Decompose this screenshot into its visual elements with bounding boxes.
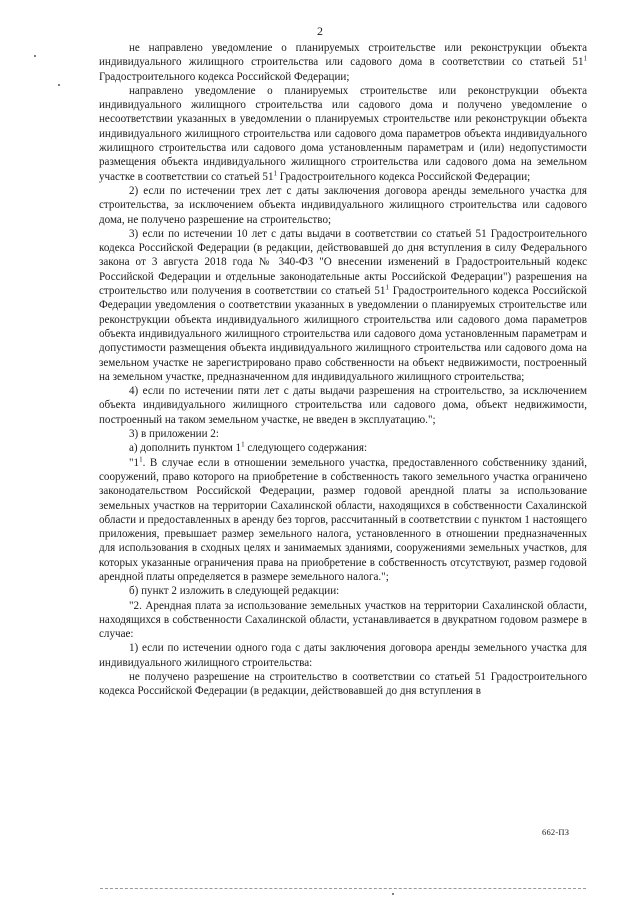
paragraph: 1) если по истечении одного года с даты заключения договора аренды земельного участка для индивидуального жилищного строительства:: [99, 642, 587, 669]
paragraph: 3) если по истечении 10 лет с даты выдачи в соответствии со статьей 51 Градостроительного кодекса Российской Федерации (в редакции, действовавшей до дня вступления в силу Федерального закона от 3 августа 2018 года № 340-ФЗ "О внесении изменений в Градостроительный кодекс Российской Федерации и отдельные законодательные акты Российской Федерации") разрешения на строительство или получения в соответствии со статьей $51^1$ Градостроительного кодекса Российской Федерации уведомления о соответствии указанных в уведомлении о планируемых строительстве или реконструкции объекта индивидуального жилищного строительства или садового дома параметров объекта индивидуального жилищного строительства или садового дома установленным параметрам и допустимости размещения объекта индивидуального жилищного строительства или садового дома на земельном участке не зарегистрировано право собственности на объект недвижимости, построенный на земельном участке, предназначенном для индивидуального жилищного строительства;: [99, 227, 587, 383]
paragraph: "$1^1$. В случае если в отношении земельного участка, предоставленного собственнику зданий, сооружений, право которого на приобретение в собственность такого земельного участка ограничено законодательством Российской Федерации, размер годовой арендной платы за использование земельных участков на территории Сахалинской области, находящихся в собственности Сахалинской области и предоставленных в аренду без торгов, рассчитанный в соответствии с пунктом 1 настоящего приложения, превышает размер земельного налога, установленного в отношении предназначенных для использования в сходных целях и занимаемых зданиями, сооружениями земельных участков, для которых указанные ограничения права на приобретение в собственность отсутствуют, размер годовой арендной платы определяется в размере земельного налога.";: [99, 454, 587, 583]
paragraph: 2) если по истечении трех лет с даты заключения договора аренды земельного участка для строительства, за исключением объекта индивидуального жилищного строительства или садового дома, не получено разрешение на строительство;: [99, 184, 587, 226]
paragraph: "2. Арендная плата за использование земельных участков на территории Сахалинской области, находящихся в собственности Сахалинской области, устанавливается в двукратном годовом размере в случае:: [99, 599, 587, 641]
paragraph: 4) если по истечении пяти лет с даты выдачи разрешения на строительство, за исключением объекта индивидуального жилищного строительства или садового дома, объект недвижимости, построенный на таком земельном участке, не введен в эксплуатацию.";: [99, 385, 587, 426]
page-number: 2: [317, 24, 323, 38]
scan-speck: [34, 55, 36, 57]
paragraph: а) дополнить пунктом $1^1$ следующего содержания:: [129, 440, 368, 455]
paragraph: не получено разрешение на строительство в соответствии со статьей 51 Градостроительного кодекса Российской Федерации (в редакции, действовавшей до дня вступления в: [99, 671, 587, 698]
document-code: 662-ПЗ: [542, 827, 570, 837]
document-body: [99, 41, 587, 699]
scan-speck: [58, 84, 60, 86]
scan-edge-line: [100, 888, 586, 889]
paragraph: не направлено уведомление о планируемых строительстве или реконструкции объекта индивидуального жилищного строительства или садового дома в соответствии со статьей $51^1$ Градостроительного кодекса Российской Федерации;: [99, 42, 587, 83]
scan-speck: [392, 893, 394, 895]
paragraph: 3) в приложении 2:: [129, 428, 219, 441]
paragraph: б) пункт 2 изложить в следующей редакции:: [129, 585, 340, 598]
paragraph: направлено уведомление о планируемых строительстве или реконструкции объекта индивидуального жилищного строительства или садового дома и получено уведомление о несоответствии указанных в уведомлении о планируемых строительстве или реконструкции объекта индивидуального жилищного строительства или садового дома параметров объекта индивидуального жилищного строительства или садового дома установленным параметрам и (или) недопустимости размещения объекта индивидуального жилищного строительства или садового дома на земельном участке в соответствии со статьей $51^1$ Градостроительного кодекса Российской Федерации;: [99, 84, 587, 183]
